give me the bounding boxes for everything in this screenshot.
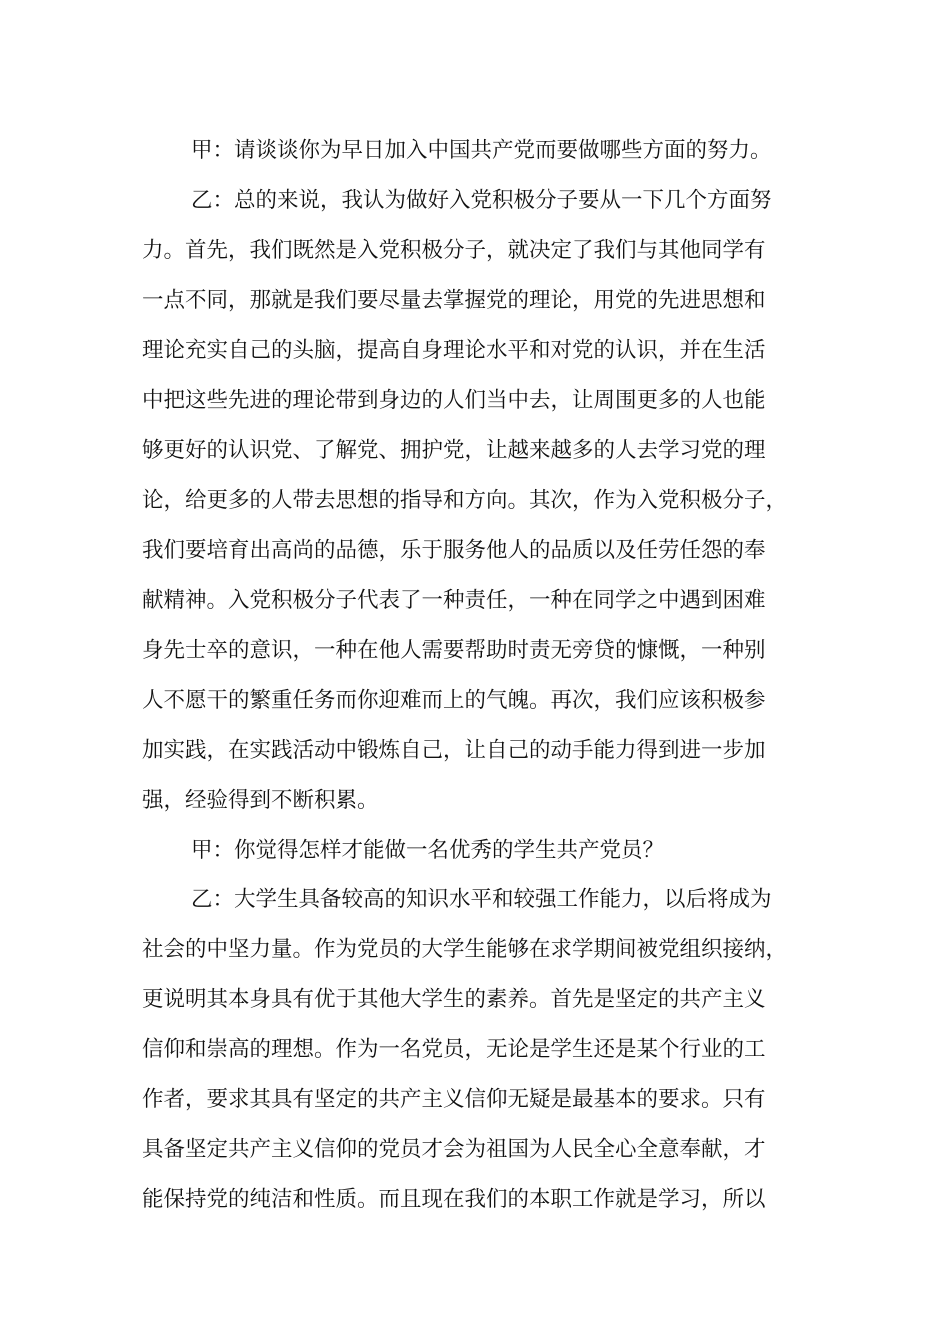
paragraph-line: 中把这些先进的理论带到身边的人们当中去，让周围更多的人也能 (142, 388, 766, 413)
paragraph-line: 能保持党的纯洁和性质。而且现在我们的本职工作就是学习，所以 (142, 1187, 766, 1212)
paragraph-line: 甲：请谈谈你为早日加入中国共产党而要做哪些方面的努力。 (191, 138, 772, 163)
paragraph-line: 论，给更多的人带去思想的指导和方向。其次，作为入党积极分子， (142, 488, 788, 513)
paragraph-line: 人不愿干的繁重任务而你迎难而上的气魄。再次，我们应该积极参 (142, 688, 766, 713)
paragraph-line: 社会的中坚力量。作为党员的大学生能够在求学期间被党组织接纳， (142, 937, 788, 962)
paragraph-line: 够更好的认识党、了解党、拥护党，让越来越多的人去学习党的理 (142, 438, 766, 463)
paragraph-line: 一点不同，那就是我们要尽量去掌握党的理论，用党的先进思想和 (142, 288, 766, 313)
paragraph-line: 强，经验得到不断积累。 (142, 788, 379, 813)
paragraph-line: 我们要培育出高尚的品德，乐于服务他人的品质以及任劳任怨的奉 (142, 538, 766, 563)
paragraph-line: 加实践，在实践活动中锻炼自己，让自己的动手能力得到进一步加 (142, 738, 766, 763)
paragraph-line: 作者，要求其具有坚定的共产主义信仰无疑是最基本的要求。只有 (142, 1087, 766, 1112)
paragraph-line: 甲：你觉得怎样才能做一名优秀的学生共产党员？ (191, 838, 665, 863)
paragraph-line: 信仰和崇高的理想。作为一名党员，无论是学生还是某个行业的工 (142, 1037, 766, 1062)
paragraph-line: 理论充实自己的头脑，提高自身理论水平和对党的认识，并在生活 (142, 338, 766, 363)
paragraph-line: 更说明其本身具有优于其他大学生的素养。首先是坚定的共产主义 (142, 987, 766, 1012)
paragraph-line: 具备坚定共产主义信仰的党员才会为祖国为人民全心全意奉献，才 (142, 1137, 766, 1162)
paragraph-line: 身先士卒的意识，一种在他人需要帮助时责无旁贷的慷慨，一种别 (142, 638, 766, 663)
paragraph-line: 乙：总的来说，我认为做好入党积极分子要从一下几个方面努 (191, 188, 772, 213)
paragraph-line: 献精神。入党积极分子代表了一种责任，一种在同学之中遇到困难 (142, 588, 766, 613)
paragraph-line: 乙：大学生具备较高的知识水平和较强工作能力，以后将成为 (191, 887, 772, 912)
paragraph-line: 力。首先，我们既然是入党积极分子，就决定了我们与其他同学有 (142, 238, 766, 263)
